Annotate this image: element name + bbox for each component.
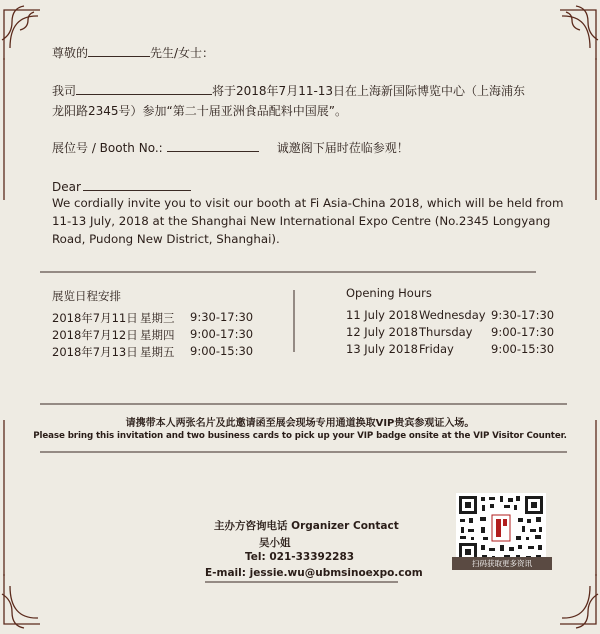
schedule-en-date: 11 July 2018 bbox=[346, 308, 418, 322]
schedule-en-day: Wednesday bbox=[419, 308, 486, 322]
schedule-en-time: 9:30-17:30 bbox=[491, 308, 555, 322]
company-line1-rest: 将于2018年7月11-13日在上海新国际博览中心（上海浦东 bbox=[212, 84, 526, 98]
notice-cn: 请携带本人两张名片及此邀请函至展会现场专用通道换取VIP贵宾参观证入场。 bbox=[125, 418, 475, 429]
english-line-3: Road, Pudong New District, Shanghai). bbox=[52, 232, 280, 246]
company-line-1 bbox=[52, 82, 525, 99]
booth-line bbox=[52, 139, 409, 156]
english-line-1: We cordially invite you to visit our booth at Fi Asia-China 2018, which will be held from bbox=[52, 196, 564, 210]
schedule-en-day: Thursday bbox=[419, 325, 473, 339]
welcome-cn: 诚邀阁下届时莅临参观！ bbox=[276, 141, 409, 155]
schedule-en-title: Opening Hours bbox=[346, 286, 432, 300]
greeting-prefix: 尊敬的 bbox=[52, 46, 89, 60]
name-blank bbox=[88, 44, 150, 57]
booth-blank bbox=[167, 139, 259, 152]
schedule-cn-time: 9:30-17:30 bbox=[190, 310, 254, 324]
contact-title: 主办方咨询电话 Organizer Contact bbox=[214, 520, 399, 532]
schedule-en-day: Friday bbox=[419, 342, 454, 356]
schedule-en-date: 12 July 2018 bbox=[346, 325, 418, 339]
qr-caption: 扫码获取更多资讯 bbox=[452, 557, 552, 570]
schedule-cn-date: 2018年7月11日 bbox=[52, 311, 138, 325]
dear-blank bbox=[83, 178, 191, 191]
company-line-2: 龙阳路2345号）参加“第二十届亚洲食品配料中国展”。 bbox=[52, 104, 347, 118]
dear-label: Dear bbox=[52, 180, 81, 194]
company-prefix: 我司 bbox=[52, 84, 77, 98]
schedule-en-time: 9:00-15:30 bbox=[491, 342, 555, 356]
greeting-cn bbox=[52, 44, 214, 61]
schedule-cn-day: 星期四 bbox=[140, 328, 175, 342]
notice-en: Please bring this invitation and two business cards to pick up your VIP badge onsite at the VIP Visitor Counter. bbox=[33, 431, 567, 441]
schedule-cn-day: 星期五 bbox=[140, 345, 175, 359]
schedule-cn-title: 展览日程安排 bbox=[52, 289, 121, 303]
schedule-en-time: 9:00-17:30 bbox=[491, 325, 555, 339]
booth-label: 展位号 / Booth No.: bbox=[52, 141, 163, 155]
contact-tel: Tel: 021-33392283 bbox=[245, 551, 355, 563]
schedule-cn-time: 9:00-15:30 bbox=[190, 344, 254, 358]
contact-email: E-mail: jessie.wu@ubmsinoexpo.com bbox=[205, 567, 423, 579]
dear-line bbox=[52, 178, 191, 194]
english-line-2: 11-13 July, 2018 at the Shanghai New International Expo Centre (No.2345 Longyang bbox=[52, 214, 551, 228]
qr-code bbox=[456, 493, 546, 567]
company-blank bbox=[76, 82, 212, 95]
schedule-cn-day: 星期三 bbox=[140, 311, 175, 325]
schedule-cn-time: 9:00-17:30 bbox=[190, 327, 254, 341]
schedule-en-date: 13 July 2018 bbox=[346, 342, 418, 356]
contact-name: 吴小姐 bbox=[259, 537, 291, 549]
greeting-suffix: 先生/女士： bbox=[150, 46, 215, 60]
schedule-cn-date: 2018年7月12日 bbox=[52, 328, 138, 342]
schedule-cn-date: 2018年7月13日 bbox=[52, 345, 138, 359]
